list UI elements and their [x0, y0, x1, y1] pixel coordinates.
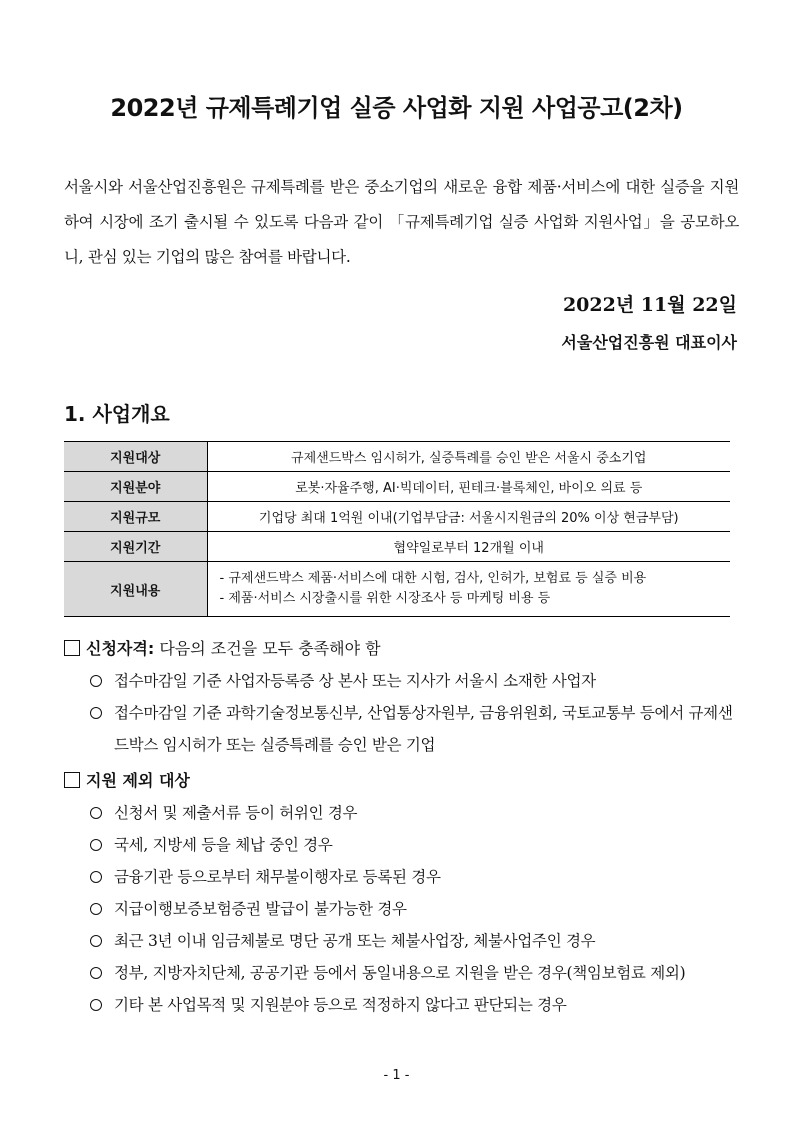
- circle-bullet-icon: [90, 707, 102, 719]
- row-value: 협약일로부터 12개월 이내: [207, 532, 730, 562]
- row-label: 지원분야: [64, 472, 207, 502]
- intro-paragraph: 서울시와 서울산업진흥원은 규제특례를 받은 중소기업의 새로운 융합 제품·서비스에 대한 실증을 지원하여 시장에 조기 출시될 수 있도록 다음과 같이 「규제특례기업 실증 사업화 지원사업」을 공모하오니, 관심 있는 기업의 많은 참여를 바랍니다.: [64, 178, 739, 266]
- row-label: 지원대상: [64, 442, 207, 472]
- table-row: [64, 442, 730, 472]
- overview-table: [64, 441, 730, 617]
- exclusion-list: [90, 797, 745, 1021]
- document-title: 2022년 규제특례기업 실증 사업화 지원 사업공고(2차): [110, 94, 683, 122]
- exclusion-heading-label: 지원 제외 대상: [86, 771, 190, 790]
- row-label: 지원규모: [64, 502, 207, 532]
- list-item-text: 국세, 지방세 등을 체납 중인 경우: [114, 836, 333, 854]
- content-line: - 규제샌드박스 제품·서비스에 대한 시험, 검사, 인허가, 보험료 등 실증 비용: [219, 571, 647, 586]
- list-item-text: 금융기관 등으로부터 채무불이행자로 등록된 경우: [114, 868, 441, 886]
- table-row: [64, 472, 730, 502]
- circle-bullet-icon: [90, 999, 102, 1011]
- list-item: [90, 697, 745, 761]
- circle-bullet-icon: [90, 871, 102, 883]
- circle-bullet-icon: [90, 839, 102, 851]
- list-item: [90, 797, 745, 829]
- eligibility-list: [90, 665, 745, 761]
- list-item: [90, 861, 745, 893]
- row-label: 지원내용: [64, 562, 207, 617]
- list-item: [90, 925, 745, 957]
- list-item-text: 지급이행보증보험증권 발급이 불가능한 경우: [114, 900, 407, 918]
- eligibility-heading: [64, 636, 381, 659]
- list-item-text: 접수마감일 기준 사업자등록증 상 본사 또는 지사가 서울시 소재한 사업자: [114, 672, 596, 690]
- square-bullet-icon: [64, 640, 80, 656]
- list-item: [90, 829, 745, 861]
- circle-bullet-icon: [90, 967, 102, 979]
- circle-bullet-icon: [90, 675, 102, 687]
- list-item-text: 최근 3년 이내 임금체불로 명단 공개 또는 체불사업장, 체불사업주인 경우: [114, 932, 596, 950]
- issuing-organization: 서울산업진흥원 대표이사: [561, 333, 737, 352]
- list-item: [90, 893, 745, 925]
- list-item: [90, 989, 745, 1021]
- table-row: [64, 562, 730, 617]
- content-line: - 제품·서비스 시장출시를 위한 시장조사 등 마케팅 비용 등: [219, 591, 551, 606]
- eligibility-heading-text: 다음의 조건을 모두 충족해야 함: [154, 639, 381, 658]
- list-item-text: 접수마감일 기준 과학기술정보통신부, 산업통상자원부, 금융위원회, 국토교통부 등에서 규제샌드박스 임시허가 또는 실증특례를 승인 받은 기업: [114, 704, 733, 754]
- row-value: 로봇·자율주행, AI·빅데이터, 핀테크·블록체인, 바이오 의료 등: [207, 472, 730, 502]
- circle-bullet-icon: [90, 903, 102, 915]
- row-value-multiline: [207, 562, 730, 617]
- circle-bullet-icon: [90, 935, 102, 947]
- square-bullet-icon: [64, 772, 80, 788]
- circle-bullet-icon: [90, 807, 102, 819]
- list-item-text: 기타 본 사업목적 및 지원분야 등으로 적정하지 않다고 판단되는 경우: [114, 996, 567, 1014]
- row-value: 규제샌드박스 임시허가, 실증특례를 승인 받은 서울시 중소기업: [207, 442, 730, 472]
- table-row: [64, 532, 730, 562]
- list-item: [90, 665, 745, 697]
- exclusion-heading: [64, 768, 190, 791]
- page-number: - 1 -: [383, 1068, 410, 1083]
- list-item-text: 정부, 지방자치단체, 공공기관 등에서 동일내용으로 지원을 받은 경우(책임보험료 제외): [114, 964, 686, 982]
- list-item: [90, 957, 745, 989]
- eligibility-heading-label: 신청자격:: [86, 639, 155, 658]
- section-heading-overview: 1. 사업개요: [64, 402, 170, 426]
- list-item-text: 신청서 및 제출서류 등이 허위인 경우: [114, 804, 358, 822]
- row-label: 지원기간: [64, 532, 207, 562]
- row-value: 기업당 최대 1억원 이내(기업부담금: 서울시지원금의 20% 이상 현금부담): [207, 502, 730, 532]
- announcement-date: 2022년 11월 22일: [562, 294, 737, 316]
- table-row: [64, 502, 730, 532]
